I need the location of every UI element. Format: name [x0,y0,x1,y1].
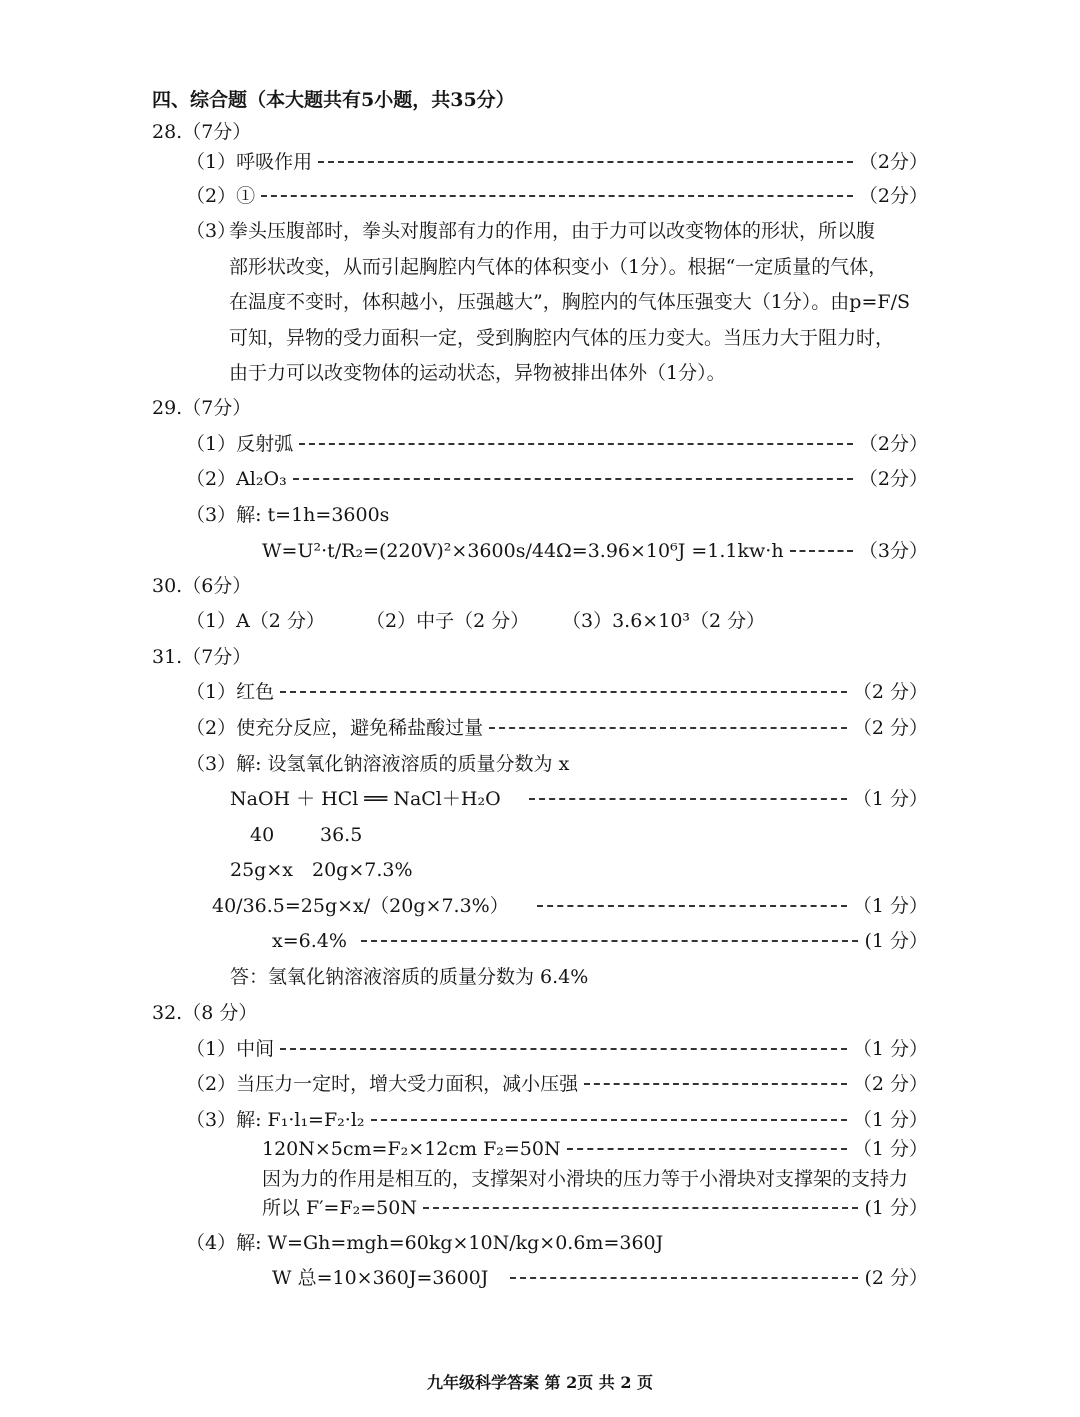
page-footer: 九年级科学答案 第 2页 共 2 页 [426,1373,654,1392]
q28-answer-2 [186,184,928,208]
q32-answer-1-text: （1）中间 [186,1038,275,1060]
leader-line [529,798,847,800]
leader-line [299,443,853,445]
leader-line [489,727,847,729]
section-title: 四、综合题（本大题共有5小题，共35分） [152,89,515,111]
leader-line [584,1083,847,1085]
q28-heading: 28.（7分） [152,121,252,143]
q32-answer-4-total [272,1266,928,1290]
leader-line [567,1148,847,1150]
q28-answer-3-label: （3） [186,220,237,242]
q29-heading: 29.（7分） [152,397,252,419]
q32-answer-3-text: （3）解: F₁·l₁=F₂·l₂ [186,1109,365,1131]
q31-result-text: x=6.4% [272,930,347,952]
leader-line [293,478,853,480]
q31-answer-1-points: （2 分） [852,681,928,703]
q32-answer-2 [186,1072,928,1096]
q32-answer-4-total-text: W 总=10×360J=3600J [272,1267,489,1289]
q30-part-2: （2）中子（2 分） [366,610,530,632]
q31-result [272,929,928,953]
leader-line [318,161,853,163]
q31-mass-naoh: 40 [250,824,275,846]
q29-answer-1 [186,432,928,456]
q29-answer-3-points: （3分） [858,540,928,562]
q28-answer-1-points: （2分） [858,151,928,173]
q31-ratio-text: 40/36.5=25g×x/（20g×7.3%） [212,895,509,917]
q31-equation [230,787,928,811]
leader-line [371,1119,847,1121]
q32-answer-3-explanation: 因为力的作用是相互的，支撑架对小滑块的压力等于小滑块对支撑架的支持力 [262,1168,909,1190]
leader-line [423,1207,858,1209]
q31-answer-1-text: （1）红色 [186,681,275,703]
q32-answer-3-calc-text: 120N×5cm=F₂×12cm F₂=50N [262,1138,561,1160]
leader-line [280,1048,847,1050]
q31-answer-2-points: （2 分） [852,717,928,739]
q28-answer-2-text: （2）① [186,185,256,207]
q32-answer-3-calc-points: （1 分） [852,1138,928,1160]
q31-value-naoh: 25g×x [230,859,293,881]
q29-answer-2 [186,467,928,491]
q29-answer-3-calc [262,539,928,563]
q32-answer-3-force-points: (1 分） [864,1197,928,1219]
q32-answer-1 [186,1037,928,1061]
q32-heading: 32.（8 分） [152,1002,258,1024]
q32-answer-2-text: （2）当压力一定时，增大受力面积，减小压强 [186,1073,579,1095]
q31-heading: 31.（7分） [152,646,252,668]
leader-line [790,550,853,552]
q28-answer-3-line-5: 由于力可以改变物体的运动状态，异物被排出体外（1分）。 [229,362,726,384]
q31-result-points: (1 分） [864,930,928,952]
q29-answer-2-text: （2）Al₂O₃ [186,468,287,490]
q31-equation-points: （1 分） [852,788,928,810]
q31-answer-3: （3）解: 设氢氧化钠溶液溶质的质量分数为 x [186,753,570,775]
leader-line [280,691,847,693]
q32-answer-4-points: (2 分） [864,1267,928,1289]
q29-answer-3-calc-text: W=U²·t/R₂=(220V)²×3600s/44Ω=3.96×10⁶J =1.1kw·h [262,540,784,562]
q31-answer-1 [186,680,928,704]
q32-answer-1-points: （1 分） [852,1038,928,1060]
q29-answer-2-points: （2分） [858,468,928,490]
q30-part-3: （3）3.6×10³（2 分） [562,610,766,632]
q31-equation-text: NaOH ＋ HCl ══ NaCl＋H₂O [230,788,501,810]
q32-answer-3 [186,1108,928,1132]
q29-answer-3: （3）解: t=1h=3600s [186,504,390,526]
leader-line [361,940,859,942]
q29-answer-1-points: （2分） [858,433,928,455]
q31-answer-2 [186,716,928,740]
leader-line [261,195,853,197]
q32-answer-4: （4）解: W=Gh=mgh=60kg×10N/kg×0.6m=360J [186,1232,664,1254]
q28-answer-1-text: （1）呼吸作用 [186,151,313,173]
q31-ratio [212,894,928,918]
leader-line [537,905,847,907]
leader-line [510,1277,858,1279]
q31-conclusion: 答：氢氧化钠溶液溶质的质量分数为 6.4% [230,966,589,988]
q29-answer-1-text: （1）反射弧 [186,433,294,455]
q31-answer-2-text: （2）使充分反应，避免稀盐酸过量 [186,717,484,739]
q28-answer-3-line-1: 拳头压腹部时，拳头对腹部有力的作用，由于力可以改变物体的形状，所以腹 [229,220,876,242]
q32-answer-3-force [262,1196,928,1220]
q28-answer-2-points: （2分） [858,185,928,207]
q28-answer-3-line-4: 可知，异物的受力面积一定，受到胸腔内气体的压力变大。当压力大于阻力时， [229,327,895,349]
q31-ratio-points: （1 分） [852,895,928,917]
q28-answer-3-line-2: 部形状改变，从而引起胸腔内气体的体积变小（1分）。根据“一定质量的气体， [229,256,888,278]
q32-answer-2-points: （2 分） [852,1073,928,1095]
q32-answer-3-points: （1 分） [852,1109,928,1131]
q28-answer-3-line-3: 在温度不变时，体积越小，压强越大”，胸腔内的气体压强变大（1分）。由p=F/S [229,291,910,313]
q31-value-hcl: 20g×7.3% [312,859,413,881]
q31-mass-hcl: 36.5 [320,824,363,846]
q28-answer-1 [186,150,928,174]
q30-heading: 30.（6分） [152,575,252,597]
q32-answer-3-calc [262,1137,928,1161]
q30-part-1: （1）A（2 分） [186,610,325,632]
q32-answer-3-force-text: 所以 F′=F₂=50N [262,1197,417,1219]
